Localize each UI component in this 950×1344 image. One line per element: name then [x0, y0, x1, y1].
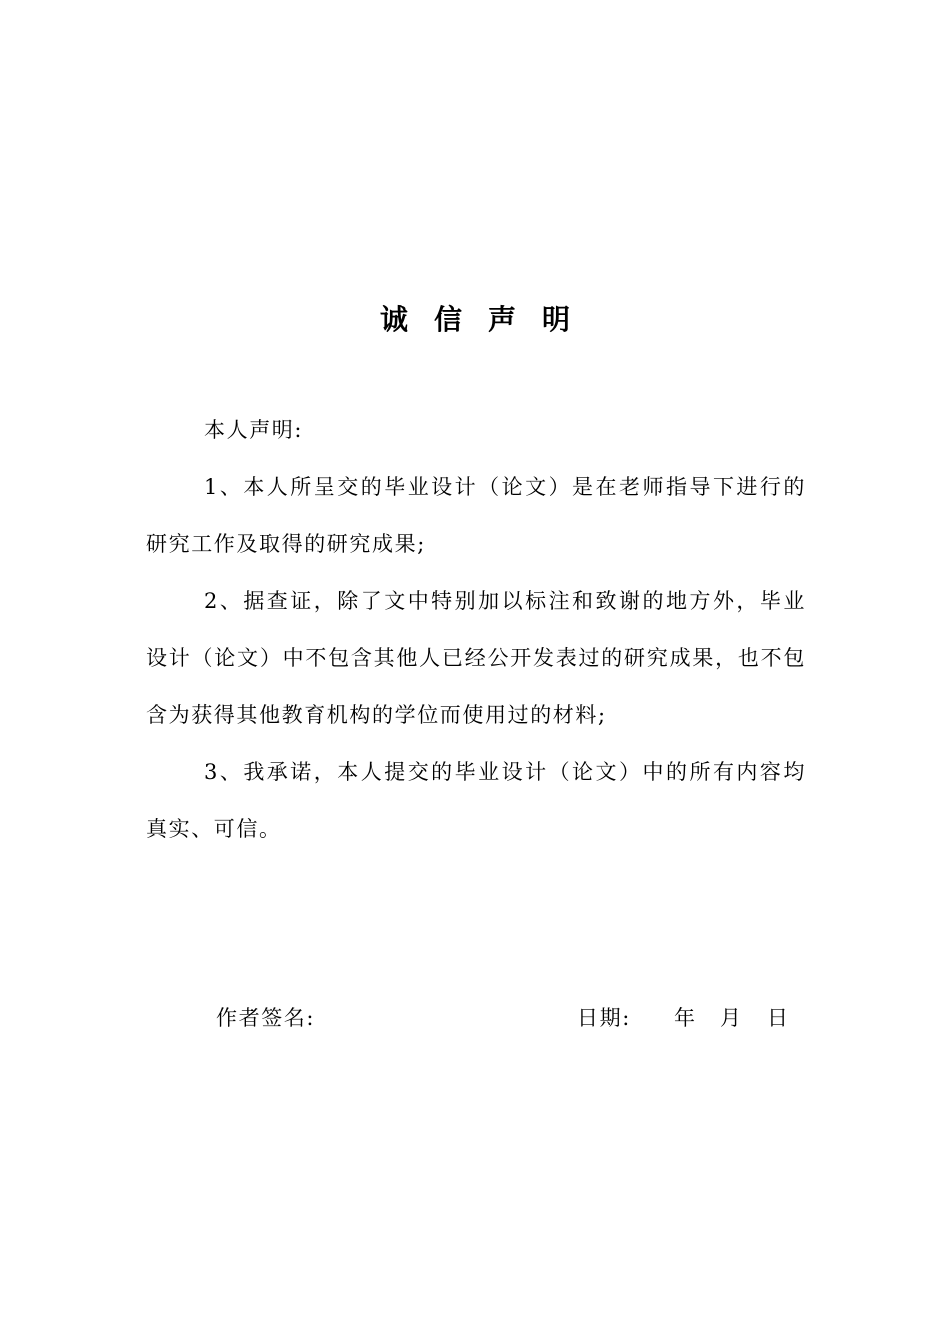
declaration-item-3: 3、我承诺，本人提交的毕业设计（论文）中的所有内容均真实、可信。	[146, 760, 806, 841]
page-title: 诚信声明	[379, 303, 596, 336]
year-label: 年	[674, 1006, 697, 1030]
author-signature-label: 作者签名:	[216, 1006, 316, 1030]
signature-row	[0, 998, 950, 1038]
declaration-item-1: 1、本人所呈交的毕业设计（论文）是在老师指导下进行的研究工作及取得的研究成果;	[146, 475, 806, 556]
declaration-item-2: 2、据查证，除了文中特别加以标注和致谢的地方外，毕业设计（论文）中不包含其他人已经公开发表过的研究成果，也不包含为获得其他教育机构的学位而使用过的材料;	[146, 589, 806, 727]
month-label: 月	[720, 1006, 743, 1030]
intro-paragraph: 本人声明:	[204, 418, 304, 442]
day-label: 日	[767, 1006, 790, 1030]
declaration-body	[146, 402, 806, 858]
date-label: 日期:	[577, 1006, 631, 1030]
